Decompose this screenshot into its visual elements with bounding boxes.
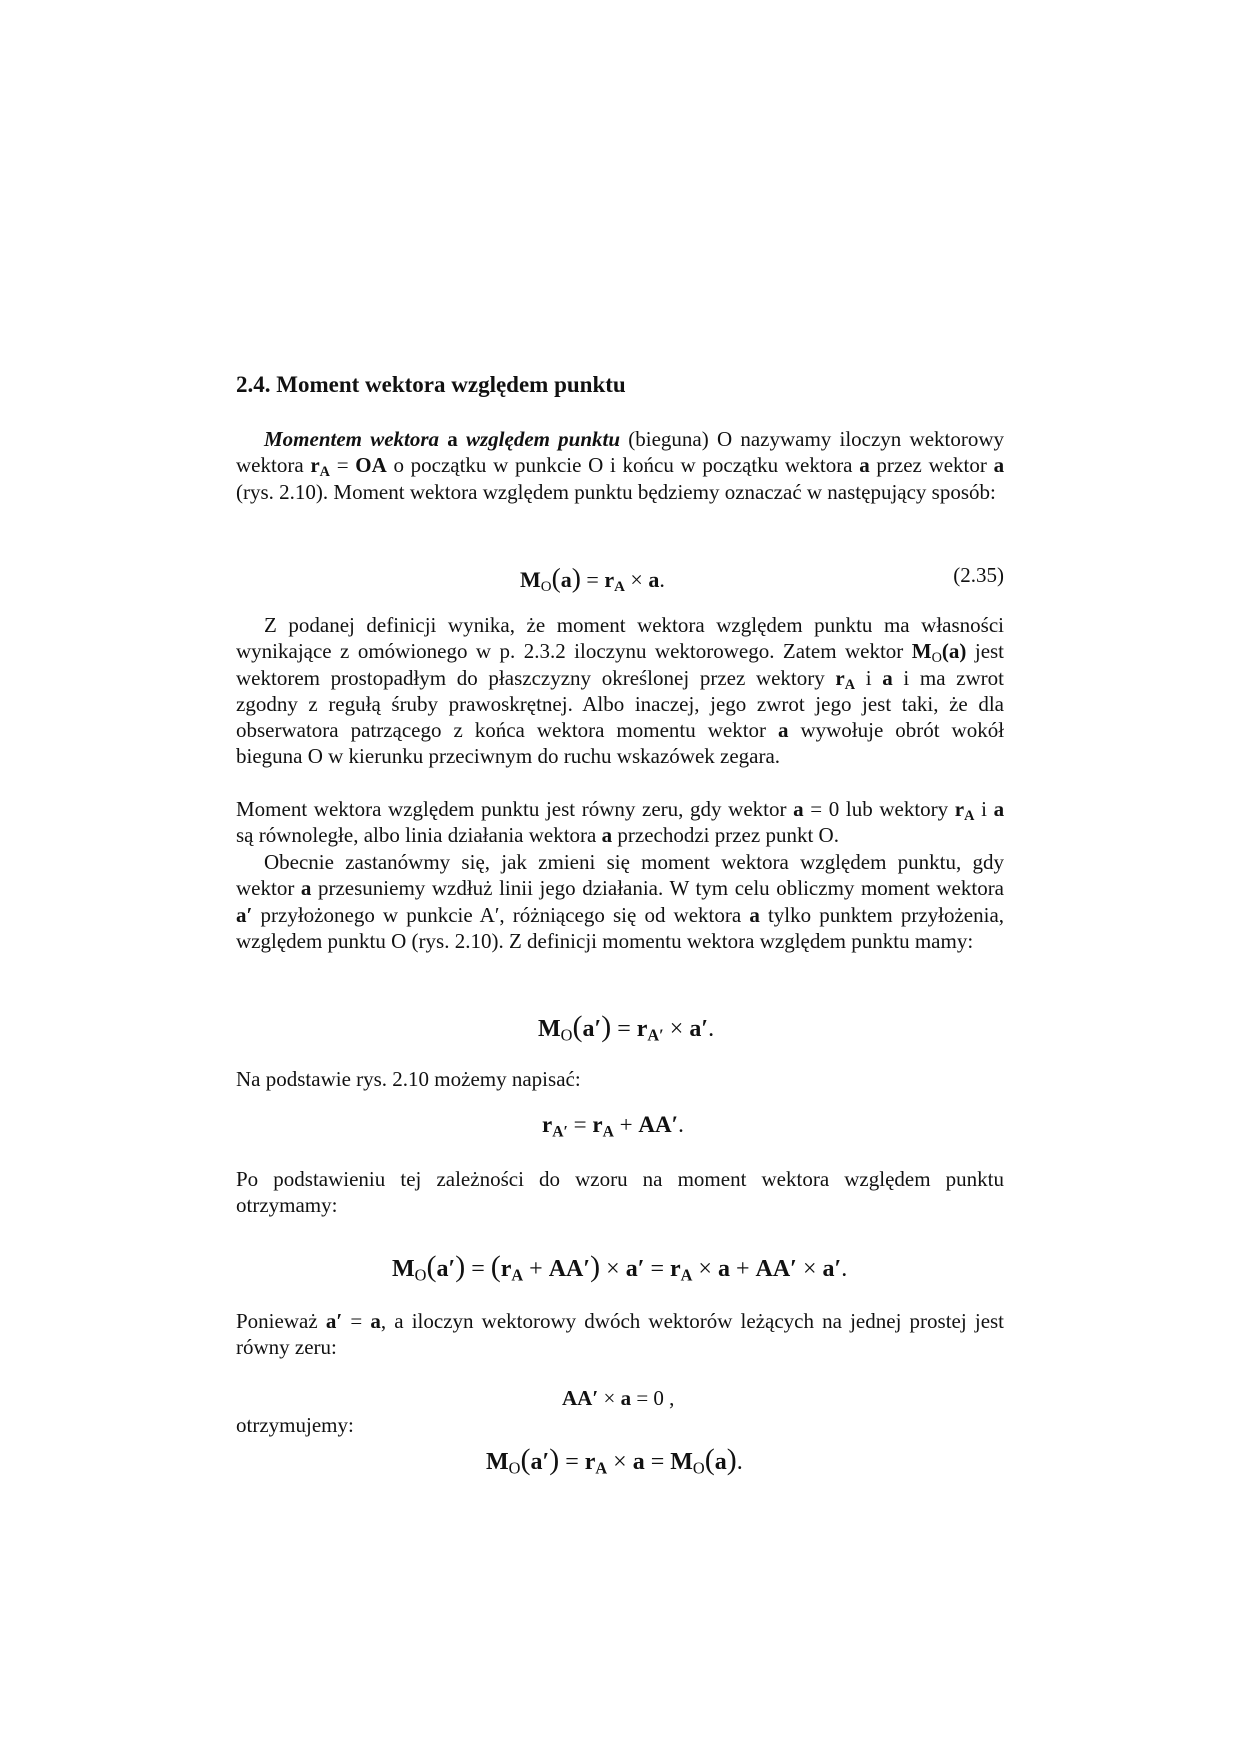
vector-r: r [584, 1449, 596, 1475]
equals: = [644, 1256, 670, 1282]
subscript: A [680, 1265, 693, 1285]
text: wywołuje obrót wokół bieguna O w kierunku przeciwnym do ruchu wskazówek zegara. [236, 718, 1005, 769]
paragraph-based-on-figure: Na podstawie rys. 2.10 możemy napisać: [236, 1067, 581, 1091]
equation-expanded [392, 1250, 847, 1284]
vector-r: r [310, 453, 320, 478]
symbol-m: M [520, 567, 541, 592]
symbol-m: M [670, 1449, 693, 1475]
vector-a: a [717, 1256, 730, 1282]
vector-a: a [793, 797, 804, 821]
paren: ( [572, 1010, 583, 1043]
paragraph-zero-moment [236, 796, 1004, 849]
cross: × [692, 1256, 718, 1282]
vector-a: a [714, 1449, 727, 1475]
equation-r-a-prime [542, 1112, 684, 1141]
plus: + [523, 1256, 549, 1282]
equals: = [559, 1449, 585, 1475]
vector-aa-prime: AA′ [548, 1256, 591, 1282]
plus: + [729, 1256, 756, 1282]
vector-a-prime: a′ [530, 1449, 550, 1475]
vector-a: a [778, 718, 789, 743]
subscript: A′ [552, 1123, 568, 1141]
vector-a-prime: a′ [236, 902, 253, 927]
subscript: A′ [647, 1025, 664, 1045]
subscript: A [614, 579, 625, 596]
subscript: O [508, 1458, 521, 1478]
paren: ( [520, 1443, 531, 1476]
vector-a-prime: a′ [582, 1016, 602, 1042]
text: (bieguna) O nazywamy iloczyn wektorowy wektora [236, 427, 1005, 478]
text: Obecnie zastanówmy się, jak zmieni się moment wektora względem punktu, gdy wektor [236, 850, 1004, 901]
paren: ) [549, 1443, 560, 1476]
period: . [708, 1016, 715, 1042]
paragraph-properties [236, 612, 1004, 770]
equation-result [486, 1443, 743, 1477]
vector-a: a [632, 1449, 645, 1475]
vector-r: r [669, 1256, 681, 1282]
period: . [678, 1112, 684, 1137]
subscript: A [511, 1265, 524, 1285]
vector-a-prime: a′ [625, 1256, 645, 1282]
vector-a: a [749, 902, 760, 927]
paren: ) [590, 1250, 601, 1283]
paren: ) [571, 562, 581, 593]
vector-r: r [954, 797, 965, 821]
cross: × [598, 1386, 621, 1410]
cross: × [624, 567, 649, 592]
subscript: A [602, 1123, 614, 1141]
equation-2-35 [520, 562, 665, 594]
vector-a-prime: a′ [436, 1256, 456, 1282]
paragraph-since [236, 1308, 1004, 1361]
equals: = [567, 1112, 593, 1137]
text: są równoległe, albo linia działania wektora [236, 823, 597, 848]
subscript: O [414, 1265, 427, 1285]
subscript: A [595, 1458, 608, 1478]
period: . [659, 567, 665, 592]
equation-number: (2.35) [953, 563, 1004, 587]
text: przez wektor [876, 453, 987, 478]
paren: ( [490, 1250, 501, 1283]
paren: ) [455, 1250, 466, 1283]
symbol-m: M [911, 639, 932, 664]
paragraph-definition [236, 426, 1004, 505]
term-point: względem punktu [465, 427, 621, 451]
vector-a: a [447, 427, 458, 451]
vector-a: a [882, 665, 893, 690]
vector-r: r [835, 665, 845, 690]
vector-a: a [859, 453, 870, 478]
text: i [981, 797, 987, 821]
cross: × [607, 1449, 633, 1475]
vector-r: r [636, 1016, 648, 1042]
vector-a-prime: a′ [325, 1309, 343, 1333]
text: tylko punktem przyłożenia, względem punktu O (rys. 2.10). Z definicji momentu wektora względem punktu mamy: [236, 902, 1005, 953]
equals: = [580, 567, 605, 592]
text: (rys. 2.10). Moment wektora względem punktu będziemy oznaczać w następujący sposób: [236, 479, 996, 504]
vector-a: a [370, 1309, 381, 1333]
paren: ( [551, 562, 561, 593]
equals: = [644, 1449, 671, 1475]
vector-a-prime: a′ [822, 1256, 842, 1282]
text: przyłożonego w punkcie A′, różniącego się od wektora [260, 902, 742, 927]
text: przesuniemy wzdłuż linii jego działania. W tym celu obliczmy moment wektora [317, 876, 1005, 901]
text: i [865, 665, 872, 690]
plus: + [613, 1112, 639, 1137]
text: Ponieważ [236, 1309, 318, 1333]
equals: = [342, 1309, 371, 1333]
text: o początku w punkcie O i końcu w początku wektora [393, 453, 853, 478]
period: . [841, 1256, 848, 1282]
subscript: O [931, 650, 942, 667]
vector-a: (a) [941, 639, 967, 664]
vector-a: a [648, 567, 660, 592]
paren: ( [704, 1443, 715, 1476]
subscript: A [319, 464, 330, 481]
paren: ) [726, 1443, 737, 1476]
cross: × [796, 1256, 823, 1282]
subscript: O [692, 1458, 705, 1478]
text: przechodzi przez punkt O. [617, 823, 839, 848]
vector-a: a [993, 453, 1005, 478]
vector-aa-prime: AA′ [562, 1386, 599, 1410]
vector-a: a [993, 797, 1005, 821]
vector-aa-prime: AA′ [638, 1112, 679, 1137]
vector-r: r [542, 1112, 553, 1137]
text: , a iloczyn wektorowy dwóch wektorów leżących na jednej prostej jest równy zeru: [236, 1309, 1005, 1360]
cross: × [663, 1016, 690, 1042]
paren: ( [426, 1250, 437, 1283]
symbol-m: M [538, 1016, 561, 1042]
equals: = [465, 1256, 491, 1282]
symbol-m: M [392, 1256, 415, 1282]
vector-r: r [604, 567, 615, 592]
paragraph-substitution: Po podstawieniu tej zależności do wzoru na moment wektora względem punktu otrzymamy: [236, 1167, 1004, 1218]
period: . [736, 1449, 743, 1475]
symbol-m: M [486, 1449, 509, 1475]
text: Moment wektora względem punktu jest równy zeru, gdy wektor [236, 797, 787, 821]
term-moment: Momentem wektora [264, 427, 440, 451]
vector-r: r [500, 1256, 512, 1282]
paragraph-we-get: otrzymujemy: [236, 1413, 354, 1437]
vector-a: a [560, 567, 572, 592]
subscript: A [964, 807, 975, 824]
vector-r: r [592, 1112, 603, 1137]
text: = 0 lub wektory [810, 797, 949, 821]
subscript: A [844, 676, 856, 693]
paren: ) [601, 1010, 612, 1043]
vector-a: a [620, 1386, 632, 1410]
subscript: O [540, 579, 552, 596]
equals: = [336, 453, 349, 478]
equals: = [611, 1016, 637, 1042]
section-title: 2.4. Moment wektora względem punktu [236, 372, 626, 397]
vector-aa-prime: AA′ [755, 1256, 797, 1282]
equation-moment-a-prime [538, 1010, 714, 1044]
vector-a-prime: a′ [689, 1016, 709, 1042]
text: Z podanej definicji wynika, że moment wektora względem punktu ma własności wynikające z omówionego w p. 2.3.2 iloczynu wektorowego. Zatem wektor [236, 613, 1004, 664]
text: jest wektorem prostopadłym do płaszczyzny określonej przez wektory [236, 639, 1005, 690]
equation-cross-zero [562, 1386, 674, 1411]
text: i ma zwrot zgodny z regułą śruby prawoskrętnej. Albo inaczej, jego zwrot jego jest taki, że dla obserwatora patrzącego z końca wektora momentu wektor [236, 665, 1004, 743]
vector-oa: OA [355, 453, 387, 478]
equals-zero: = 0 , [631, 1386, 675, 1410]
paragraph-shift [236, 849, 1004, 954]
cross: × [600, 1256, 626, 1282]
vector-a: a [601, 823, 613, 848]
vector-a: a [300, 876, 312, 901]
subscript: O [560, 1025, 573, 1045]
